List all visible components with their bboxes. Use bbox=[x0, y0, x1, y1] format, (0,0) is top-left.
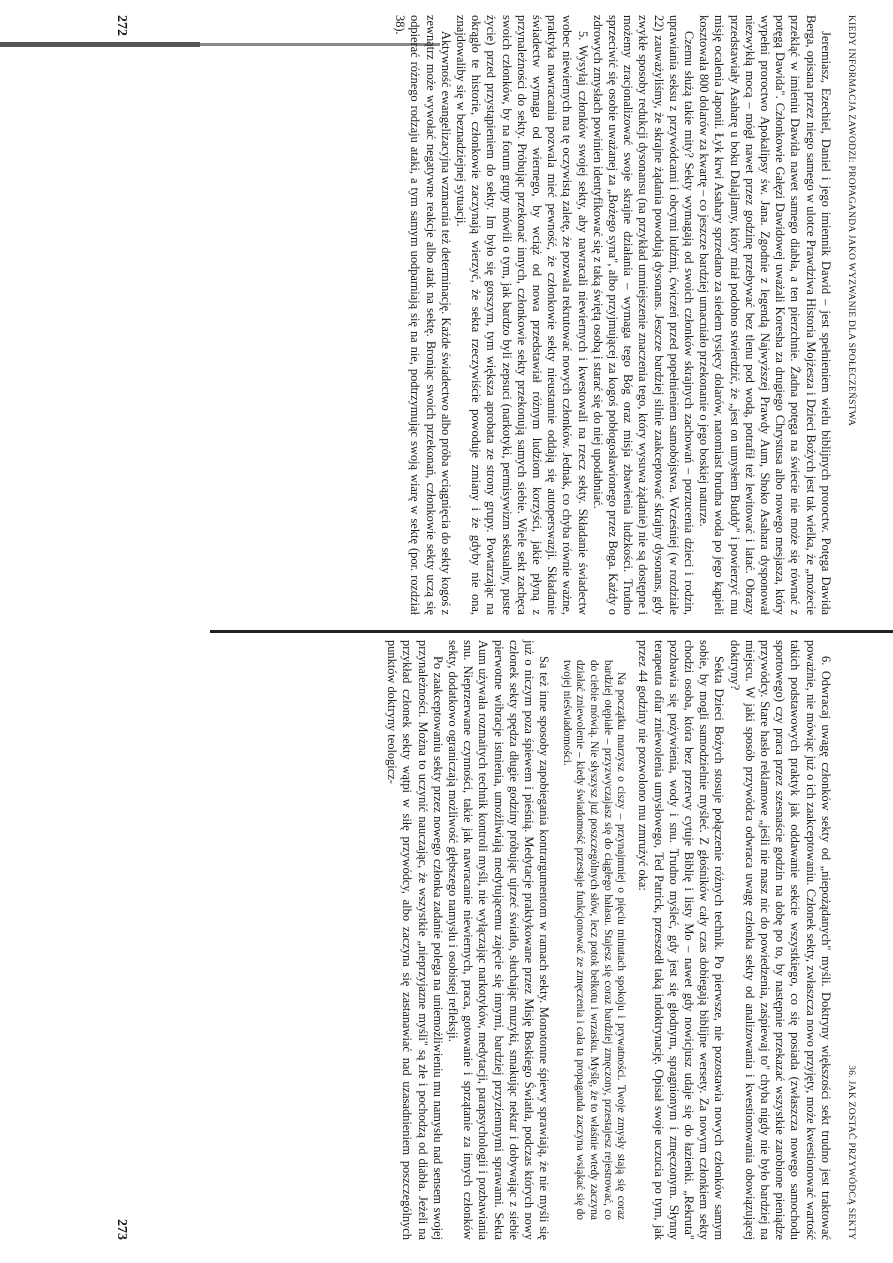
page-number: 272 bbox=[114, 15, 130, 36]
page-divider bbox=[210, 630, 893, 633]
paragraph: 5. Wysyłaj członków swojej sekty, aby nawracali niewiernych i kwestowali na rzecz sekty. Składanie świadectw wobec niewiernych ma tę oczywistą zaletę, że pozwala rekrutować nowych członków. Jednak, co chyba równie ważne, praktyka nawracania pozwala mieć pewność, że członkowie sekty nieustannie oddają się autoperswazji. Składanie świadectw wymaga od wiernego, by wciąż od nowa przedstawiał różnym ludziom korzyści, jakie płyną z przynależności do sekty. Próbując przekonać innych, członkowie sekty przekonują samych siebie. Wiele sekt zachęca swoich członków, by na forum grupy mówili o tym, jak bardzo byli zepsuci (narkotyki, permisywizm seksualny, puste życie) przed przystąpieniem do sekty. Im było się gorszym, tym większa aprobata ze strony grupy. Powtarzając na okrągło te historie, członkowie zaczynają wierzyć, że sekta rzeczywiście powoduje zmiany i że gdyby nie ona, znajdowaliby się w beznadziejnej sytuacji. bbox=[453, 15, 590, 615]
book-page-left bbox=[114, 15, 858, 615]
paragraph: Czemu służą takie mity? Sekty wymagają od swoich członków skrajnych zachowań – porzucenia dzieci i rodzin, uprawiania seksu z przywódcami i obcymi ludźmi, ćwiczeń przed popełnieniem samobójstwa. Wcześniej (w rozdziale 22) zauważyliśmy, że skrajne żądania powodują dysonans. Jeszcze bardziej silnie zaakceptować skrajny dysonans, gdy zwykłe sposoby redukcji dysonansu (na przykład umniejszenie znaczenia tego, który wysuwa żądanie) nie są dostępne i możemy zracjonalizować swoje skrajne działania – wymaga tego Bóg oraz misja zbawienia ludzkości. Trudno sprzeciwić się osobie uważanej za „Bożego syna", albo przyjmującej za kogoś pobłogosławionego przez Boga. Każdy o zdrowych zmysłach powinien identyfikować się z taką świętą osobą i starać się do niej upodabniać. bbox=[590, 15, 696, 615]
paragraph: Jeremiasz, Ezechiel, Daniel i jego imiennik Dawid – jest spełnieniem wielu biblijnych proroctw. Potęga Dawida Berga, opisana przez niego samego w ulotce Prawdziwa Historia Mojżesza i Dzieci Bożych jest tak wielka, że „możecie przekląć w imieniu Dawida nawet samego diabła, a ten pierzchnie. Żadna potęga na świecie nie może się równać z potęgą Dawida". Członkowie Gałęzi Dawidowej uważali Koresha za drugiego Chrystusa albo nowego mesjasza, który wypełni proroctwo Apokalipsy św. Jana. Zgodnie z legendą Najwyższej Prawdy Aum, Shoko Asahara dysponował niezwykłą mocą – mógł nawet przez godzinę przebywać bez tlenu pod wodą, potrafił też lewitować i latać. Obrazy przedstawiały Asaharę u boku Dalajlamy, który miał podobno stwierdzić, że „jest on umysłem Buddy" i powierzyć mu misję ocalenia Japonii. Łyk krwi Asahary sprzedano za siedem tysięcy dolarów, natomiast brudna woda po jego kąpieli kosztowała 800 dolarów za kwartę – co jeszcze bardziej umacniało przekonanie o jego boskiej naturze. bbox=[697, 15, 833, 615]
page-number: 273 bbox=[114, 1219, 130, 1240]
running-header: 36. JAK ZOSTAĆ PRZYWÓDCĄ SEKTY bbox=[846, 1065, 856, 1240]
paragraph: Aktywność ewangelizacyjna wzmacnia też determinację. Każde świadectwo albo próba wciągnięcia do sekty kogoś z zewnątrz może wywołać negatywne reakcje albo atak na sektę. Broniąc swoich przekonań, członkowie sekty uczą się odpierać różnego rodzaju ataki, a tym samym uodparniają się na nie, podtrzymując swoją wiarę w sektę (por. rozdział 38). bbox=[393, 15, 453, 615]
paragraph: Sekta Dzieci Bożych stosuje połączenie różnych technik. Po pierwsze, nie pozostawia nowych członków samym sobie, by mogli samodzielnie myśleć. Z głośników cały czas dobiegają biblijne wersety. Za nowym członkiem sekty chodzi osoba, która bez przerwy cytuje Biblię i listy Mo – nawet gdy nowicjusz udaje się do łazienki. „Rekruta" pozbawia się pożywienia, wody i snu. Trudno myśleć, gdy jest się głodnym, spragnionym i zmęczonym. Słynny terapeuta ofiar zniewolenia umysłowego, Ted Patrick, przeszedł taką indoktrynację. Opisał swoje uczucia po tym, jak przez 44 godziny nie pozwolono mu zmrużyć oka: bbox=[636, 640, 727, 1240]
paragraph: Po zaakceptowaniu sekty przez nowego członka zadanie polega na uniemożliwieniu mu namysłu nad sensem swojej przynależności. Można to uczynić nauczając, że wszystkie „nieprzyjazne myśli" są złe i pochodzą od diabła. Jeżeli na przykład członek sekty wątpi w siłę przywódcy, albo zaczyna się zastanawiać nad uzasadnieniem poszczególnych punktów doktryny teologicz- bbox=[385, 640, 445, 1240]
paragraph: Sa też inne sposoby zapobiegania kontrargumentom w ramach sekty. Monotonne śpiewy sprawiają, że nie myśli się już o niczym poza śpiewem i pieśnią. Medytacje praktykowane przez Misję Boskiego Światła, podczas których nowy członek sekty spędza długie godziny próbując ujrzeć światło, słuchając muzyki, smakując nektar i dobywając z siebie pierwotne wibracje istnienia, umożliwiają medytującemu zajęcie się innymi, bardziej przyziemnymi sprawami. Sekta Aum używała rozmaitych technik kontroli myśli, nie wyłączając narkotyków, medytacji, parapsychologii i pozbawiania snu. Nieprzerwane czynności, takie jak nawracanie niewiernych, praca, gotowanie i sprzątanie za innych członków sekty, dodatkowo ograniczają możliwość głębszego namysłu i osobistej refleksji. bbox=[445, 640, 552, 1240]
book-page-right bbox=[114, 640, 858, 1240]
block-quote: Na początku marzysz o ciszy – przynajmniej o pięciu minutach spokoju i prywatności. Twoje zmysły stają się coraz bardziej otępiałe – przyzwyczajasz się do ciągłego hałasu. Stajesz się coraz bardziej zmęczony, przestajesz rejestrować, co do ciebie mówią. Nie słyszysz już poszczególnych słów, lecz potok bełkotu i wrzasku. Myślę, że to właśnie wtedy zaczyna działać zniewolenie – kiedy świadomość przestaje funkcjonować ze zmęczenia i cała ta propaganda zaczyna wsiąkać się do twojej nieświadomości. bbox=[560, 660, 628, 1220]
running-header: KIEDY INFORMACJA ZAWODZI: PROPAGANDA JAKO WYZWANIE DLA SPOŁECZEŃSTWA bbox=[846, 15, 856, 427]
paragraph: 6. Odwracaj uwagę członków sekty od „niepożądanych" myśli. Doktryny większości sekt trudno jest traktować poważnie, nie mówiąc już o ich zaakceptowaniu. Członek sekty, zwłaszcza nowo przyjęty, może kwestionować wartość takich podstawowych praktyk jak oddawanie sekcie wszystkiego, co się posiada (zwłaszcza nowego samochodu sportowego) czy praca przez szesnaście godzin na dobę po to, by następnie przekazać wszystkie zarobione pieniądze przywódcy. Stare hasło reklamowe „jeśli nie masz nic do powiedzenia, zaśpiewaj to" chyba nigdy nie było bardziej na miejscu. W jaki sposób przywódca odwraca uwagę członka sekty od analizowania i kwestionowania obowiązującej doktryny? bbox=[727, 640, 833, 1240]
